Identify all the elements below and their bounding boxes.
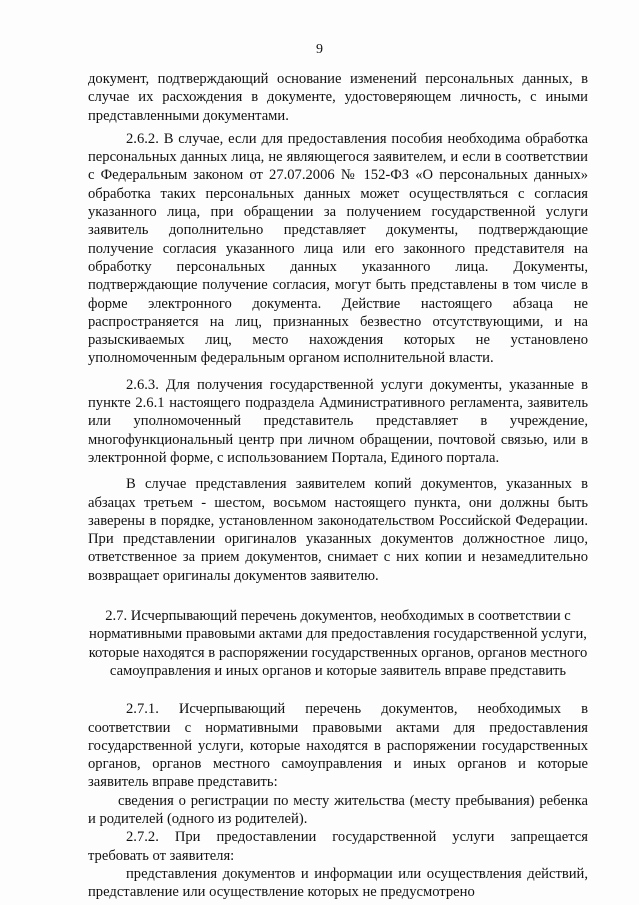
page-number: 9 (316, 42, 323, 57)
paragraph-requirements: представления документов и информации или осуществления действий, представление или осуществление которых не предусмотрено (88, 865, 588, 901)
document-body (88, 70, 588, 901)
paragraph-continuation: документ, подтверждающий основание изменений персональных данных, в случае их расхождения в документе, удостоверяющем личность, с иными представленными документами. (88, 71, 588, 124)
paragraph-2-6-2: 2.6.2. В случае, если для предоставления пособия необходима обработка персональных данных лица, не являющегося заявителем, и если в соответствии с Федеральным законом от 27.07.2006 № 152-ФЗ «О персональных данных» обработка таких персональных данных может осуществляться с согласия указанного лица, при обращении за получением государственной услуги заявитель дополнительно представляет документы, подтверждающие получение согласия указанного лица или его законного представителя на обработку персональных данных указанного лица. Документы, подтверждающие получение согласия, могут быть представлены в том числе в форме электронного документа. Действие настоящего абзаца не распространяется на лиц, признанных безвестно отсутствующими, и на разыскиваемых лиц, место нахождения которых не установлено уполномоченным федеральным органом исполнительной власти. (88, 130, 588, 367)
paragraph-copies: В случае представления заявителем копий документов, указанных в абзацах третьем - шестом, восьмом настоящего пункта, они должны быть заверены в порядке, установленном законодательством Российской Федерации. При представлении оригиналов указанных документов должностное лицо, ответственное за прием документов, снимает с них копии и незамедлительно возвращает оригиналы документов заявителю. (88, 476, 588, 584)
paragraph-registration-info: сведения о регистрации по месту жительства (месту пребывания) ребенка и родителей (одного из родителей). (88, 792, 588, 827)
paragraph-2-6-3: 2.6.3. Для получения государственной услуги документы, указанные в пункте 2.6.1 настоящего подраздела Административного регламента, заявитель или уполномоченный представитель представляет в учреждение, многофункциональный центр при личном обращении, почтовой связью, или в электронной форме, с использованием Портала, Единого портала. (88, 376, 588, 466)
paragraph-2-7-1: 2.7.1. Исчерпывающий перечень документов, необходимых в соответствии с нормативными правовыми актами для предоставления государственной услуги, которые находятся в распоряжении государственных органов, органов местного самоуправления и иных органов и которые заявитель вправе представить: (88, 701, 588, 791)
paragraph-2-7-2: 2.7.2. При предоставлении государственной услуги запрещается требовать от заявителя: (88, 829, 588, 864)
section-heading-2-7: 2.7. Исчерпывающий перечень документов, необходимых в соответствии с нормативными правовыми актами для предоставления государственной услуги, которые находятся в распоряжении государственных органов, органов местного самоуправления и иных органов и которые заявитель вправе представить (88, 608, 588, 679)
